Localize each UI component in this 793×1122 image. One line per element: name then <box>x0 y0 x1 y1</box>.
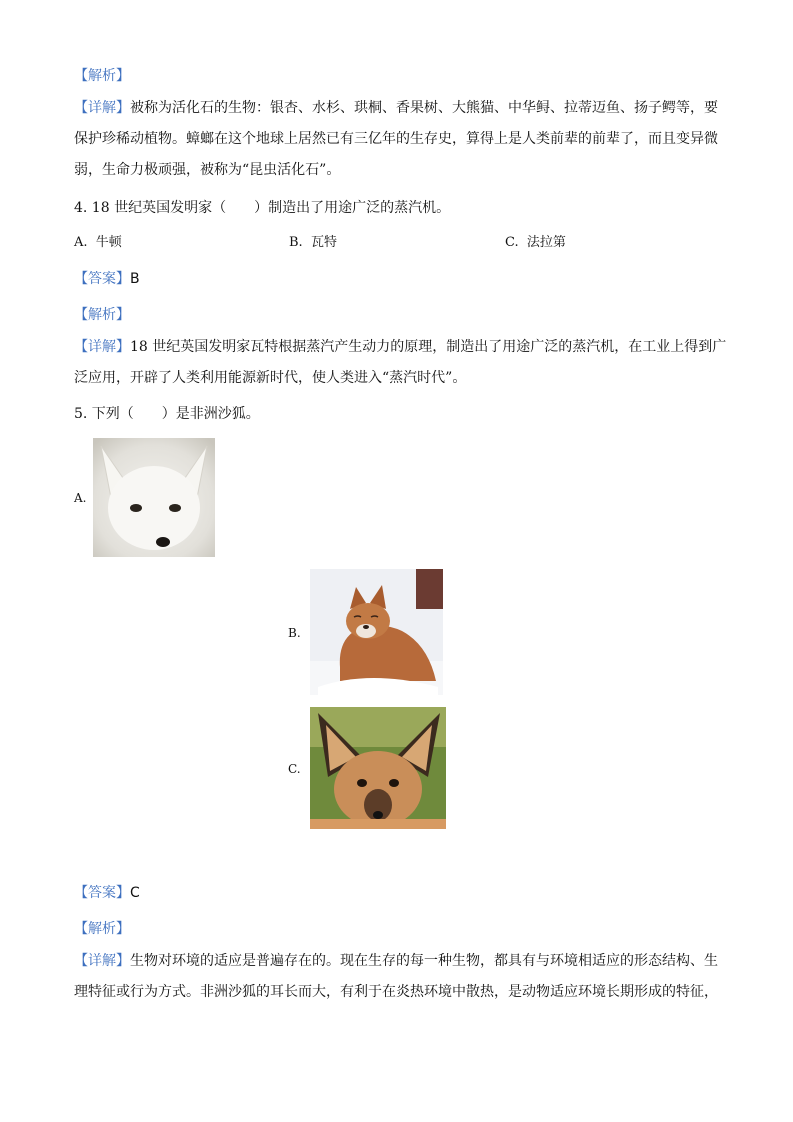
q4-detail-line-2: 泛应用，开辟了人类利用能源新时代，使人类进入“蒸汽时代”。 <box>74 370 467 386</box>
q4-detail-tag: 【详解】 <box>74 339 130 355</box>
q4-answer <box>74 269 140 289</box>
q5-analysis-tag: 【解析】 <box>74 921 130 937</box>
q3-detail-text-1: 被称为活化石的生物：银杏、水杉、珙桐、香果树、大熊猫、中华鲟、拉蒂迈鱼、扬子鳄等，要 <box>130 100 718 116</box>
q4-option-c-text: 法拉第 <box>526 235 566 250</box>
q5-detail-line-1 <box>74 951 718 971</box>
q4-option-b-text: 瓦特 <box>310 235 337 250</box>
q4-detail-text-1: 18 世纪英国发明家瓦特根据蒸汽产生动力的原理，制造出了用途广泛的蒸汽机，在工业上得到广 <box>130 339 727 355</box>
q4-option-a-label: A. <box>74 235 88 250</box>
q4-analysis-tag: 【解析】 <box>74 307 130 323</box>
q5-answer-value: C <box>130 885 140 901</box>
q3-detail-line-1 <box>74 98 718 118</box>
q5-option-a-label: A. <box>74 491 87 505</box>
arctic-fox-photo <box>93 438 215 557</box>
q4-option-b-label: B. <box>289 235 303 250</box>
q5-detail-text-1: 生物对环境的适应是普遍存在的。现在生存的每一种生物，都具有与环境相适应的形态结构、生 <box>130 953 718 969</box>
q5-answer-tag: 【答案】 <box>74 885 130 901</box>
q4-detail-line-1 <box>74 337 726 357</box>
q5-stem: 5. 下列（ ）是非洲沙狐。 <box>74 406 260 422</box>
q4-option-c-label: C. <box>505 235 519 250</box>
q5-detail-tag: 【详解】 <box>74 953 130 969</box>
q4-answer-tag: 【答案】 <box>74 271 130 287</box>
bat-eared-fox-photo <box>310 707 446 829</box>
q3-detail-line-3: 弱，生命力极顽强，被称为“昆虫活化石”。 <box>74 162 341 178</box>
q4-option-a-text: 牛顿 <box>95 235 122 250</box>
q4-stem: 4. 18 世纪英国发明家（ ）制造出了用途广泛的蒸汽机。 <box>74 200 451 216</box>
q5-detail-line-2: 理特征或行为方式。非洲沙狐的耳长而大，有利于在炎热环境中散热，是动物适应环境长期形成的特征， <box>74 984 718 1000</box>
q5-option-c-label: C. <box>288 762 301 776</box>
q3-analysis-tag: 【解析】 <box>74 68 130 84</box>
q3-detail-line-2: 保护珍稀动植物。蟑螂在这个地球上居然已有三亿年的生存史，算得上是人类前辈的前辈了，而且变异微 <box>74 131 718 147</box>
q4-option-a <box>74 233 122 253</box>
q4-option-b <box>289 233 337 253</box>
q5-answer <box>74 883 140 903</box>
q3-detail-tag: 【详解】 <box>74 100 130 116</box>
q5-option-b-label: B. <box>288 626 301 640</box>
q4-option-c <box>505 233 566 253</box>
red-fox-kit-in-snow-photo <box>310 569 443 695</box>
q4-answer-value: B <box>130 271 140 287</box>
